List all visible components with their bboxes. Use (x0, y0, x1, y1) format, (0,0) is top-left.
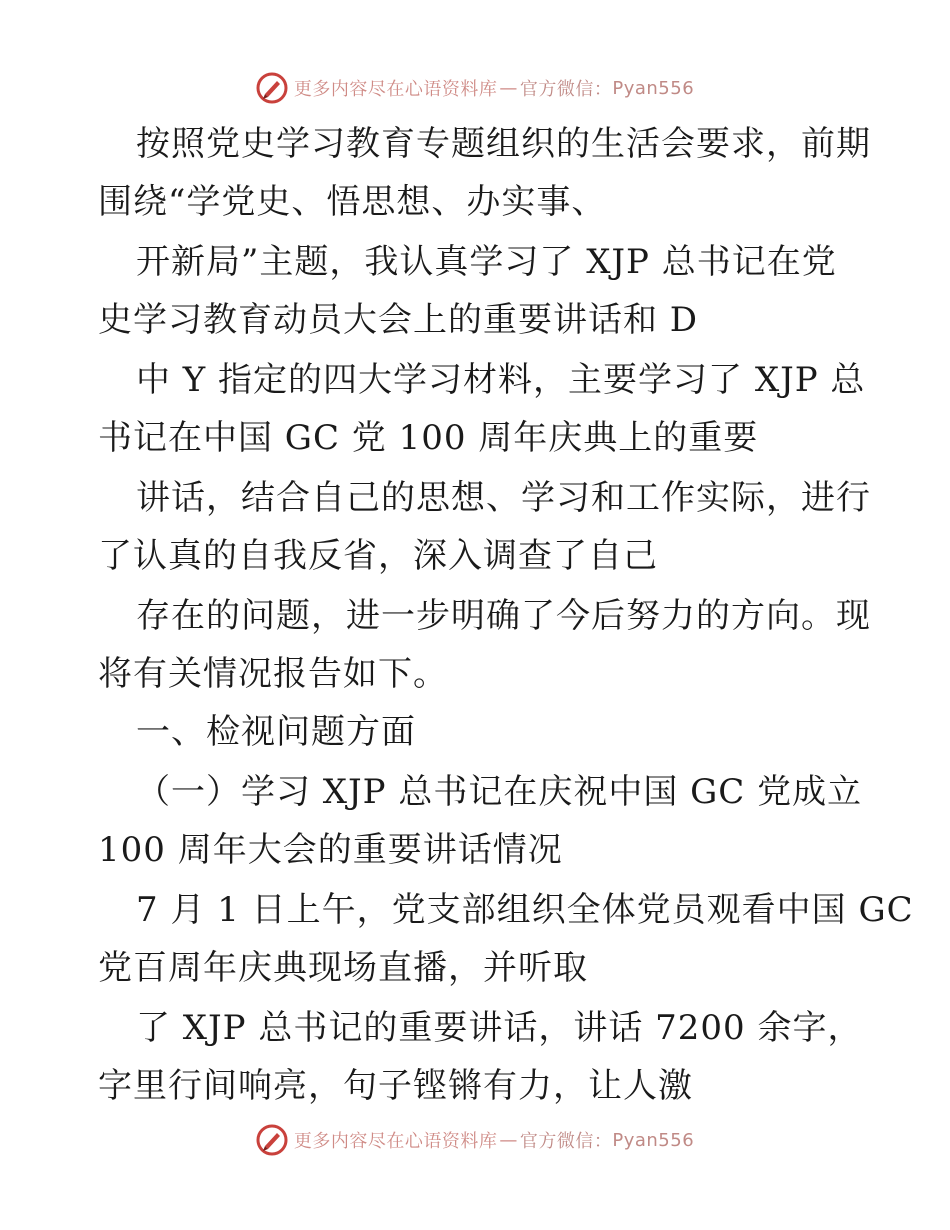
footer-watermark-banner (0, 1120, 950, 1160)
text-line: 史学习教育动员大会上的重要讲话和 D (98, 300, 699, 340)
text-line: 开新局”主题，我认真学习了 XJP 总书记在党 (136, 242, 837, 282)
banner-wechat-id: Pyan556 (612, 77, 695, 99)
banner-text: 更多内容尽在心语资料库 (293, 1131, 498, 1152)
banner-separator: — (499, 1129, 518, 1151)
pen-logo-icon (256, 1124, 288, 1156)
text-line: 按照党史学习教育专题组织的生活会要求，前期 (136, 124, 871, 164)
header-watermark-banner (0, 68, 950, 108)
text-line: 存在的问题，进一步明确了今后努力的方向。现 (136, 596, 871, 636)
banner-wechat-label: 官方微信： (519, 1131, 613, 1152)
text-line: 了 XJP 总书记的重要讲话，讲话 7200 余字， (136, 1008, 863, 1048)
text-line: 字里行间响亮，句子铿锵有力，让人激 (98, 1066, 693, 1106)
text-line: 中 Y 指定的四大学习材料，主要学习了 XJP 总 (136, 360, 866, 400)
banner-separator: — (499, 77, 518, 99)
text-line: 围绕“学党史、悟思想、办实事、 (98, 182, 607, 222)
banner-wechat-label: 官方微信： (519, 79, 613, 100)
text-line: 将有关情况报告如下。 (98, 654, 448, 694)
text-line: 党百周年庆典现场直播，并听取 (98, 948, 588, 988)
text-line: 书记在中国 GC 党 100 周年庆典上的重要 (98, 418, 759, 458)
text-line: 讲话，结合自己的思想、学习和工作实际，进行 (136, 478, 871, 518)
pen-logo-icon (256, 72, 288, 104)
section-heading: 一、检视问题方面 (136, 712, 416, 752)
banner-wechat-id: Pyan556 (612, 1129, 695, 1151)
subsection-heading: （一）学习 XJP 总书记在庆祝中国 GC 党成立 (136, 772, 863, 812)
subsection-heading-continued: 100 周年大会的重要讲话情况 (98, 830, 563, 870)
text-line: 了认真的自我反省，深入调查了自己 (98, 536, 658, 576)
banner-text: 更多内容尽在心语资料库 (293, 79, 498, 100)
text-line: 7 月 1 日上午，党支部组织全体党员观看中国 GC (136, 890, 914, 930)
